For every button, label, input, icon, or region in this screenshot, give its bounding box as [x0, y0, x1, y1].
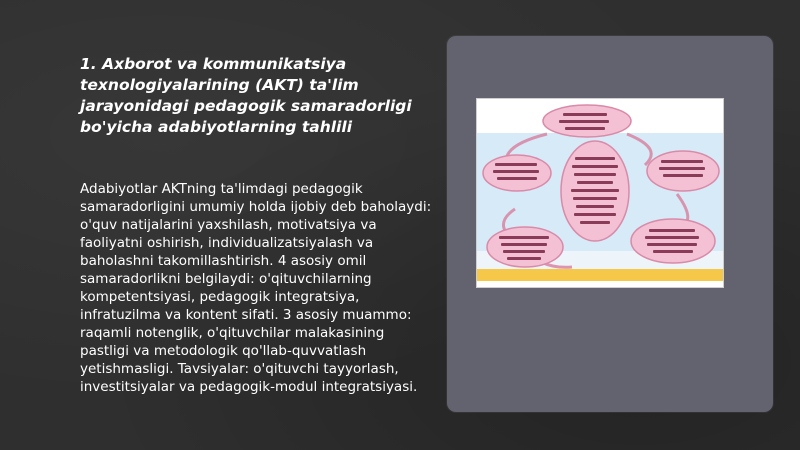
- diagram-center-bubble: [561, 141, 629, 241]
- diagram-illustration: [477, 99, 723, 287]
- slide-title: 1. Axborot va kommunikatsiya texnologiyalarining (AKT) ta'lim jarayonidagi pedagogik samaradorligi bo'yicha adabiyotlarning tahlili: [80, 55, 412, 136]
- diagram-image: [476, 98, 724, 288]
- slide-body-text: Adabiyotlar AKTning ta'limdagi pedagogik samaradorligini umumiy holda ijobiy deb baholaydi: o'quv natijalarini yaxshilash, motivatsiya va faoliyatni oshirish, individualizatsiyalash va baholashni takomillashtirish. 4 asosiy omil samaradorlikni belgilaydi: o'qituvchilarning kompetentsiyasi, pedagogik integratsiya, infratuzilma va kontent sifati. 3 asosiy muammo: raqamli notenglik, o'qituvchilar malakasining pastligi va metodologik qo'llab-quvvatlash yetishmasligi. Tavsiyalar: o'qituvchi tayyorlash, investitsiyalar va pedagogik-modul integratsiyasi.: [80, 181, 432, 395]
